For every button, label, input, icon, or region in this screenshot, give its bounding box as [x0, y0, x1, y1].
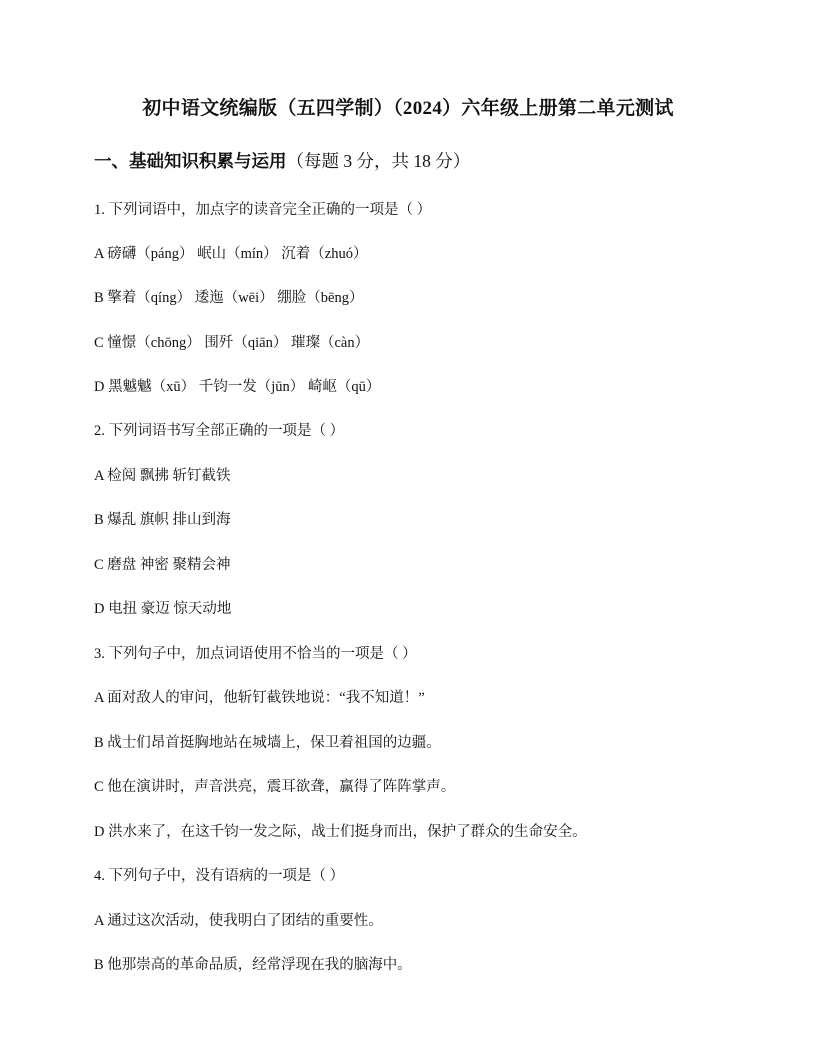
question-4-option-b: B 他那崇高的革命品质，经常浮现在我的脑海中。 [94, 957, 412, 973]
question-4-option-a: A 通过这次活动，使我明白了团结的重要性。 [94, 913, 383, 929]
question-2-option-b: B 爆乱 旗帜 排山到海 [94, 512, 231, 528]
question-1-option-d: D 黑魆魆（xū） 千钧一发（jūn） 崎岖（qū） [94, 379, 381, 395]
question-2-stem: 2. 下列词语书写全部正确的一项是（ ） [94, 423, 345, 439]
question-3-option-c: C 他在演讲时，声音洪亮，震耳欲聋，赢得了阵阵掌声。 [94, 779, 456, 795]
question-2-option-a: A 检阅 飘拂 斩钉截铁 [94, 468, 231, 484]
question-3-option-b: B 战士们昂首挺胸地站在城墙上，保卫着祖国的边疆。 [94, 735, 441, 751]
section-score-note: （每题 3 分，共 18 分） [286, 151, 471, 171]
section-heading-text: 一、基础知识积累与运用 [94, 151, 287, 171]
question-3-option-a: A 面对敌人的审问，他斩钉截铁地说：“我不知道！” [94, 690, 425, 706]
question-1-option-a: A 磅礴（páng） 岷山（mín） 沉着（zhuó） [94, 246, 368, 262]
question-4-stem: 4. 下列句子中，没有语病的一项是（ ） [94, 868, 345, 884]
question-1-stem: 1. 下列词语中，加点字的读音完全正确的一项是（ ） [94, 202, 432, 218]
question-1-option-b: B 擎着（qíng） 逶迤（wēi） 绷脸（bēng） [94, 290, 364, 306]
question-2-option-d: D 电扭 豪迈 惊天动地 [94, 601, 232, 617]
document-title: 初中语文统编版（五四学制）（2024）六年级上册第二单元测试 [142, 98, 674, 119]
question-3-stem: 3. 下列句子中，加点词语使用不恰当的一项是（ ） [94, 646, 417, 662]
question-2-option-c: C 磨盘 神密 聚精会神 [94, 557, 231, 573]
section-heading [94, 148, 470, 174]
question-1-option-c: C 憧憬（chōng） 围歼（qiān） 璀璨（càn） [94, 335, 370, 351]
question-3-option-d: D 洪水来了，在这千钧一发之际，战士们挺身而出，保护了群众的生命安全。 [94, 824, 587, 840]
